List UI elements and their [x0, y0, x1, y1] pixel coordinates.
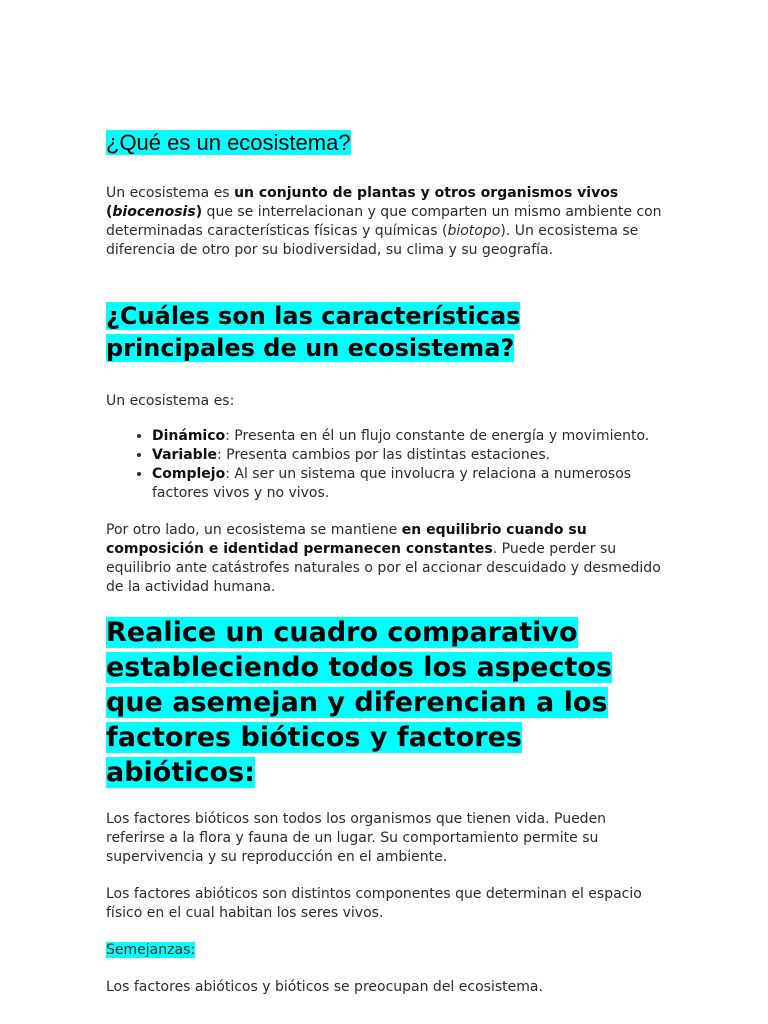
paragraph-intro-caracteristicas: Un ecosistema es:	[106, 393, 235, 409]
paragraph-equilibrio: Por otro lado, un ecosistema se mantiene en equilibrio cuando su composición e identidad permanecen constantes. Puede perder su equilibrio ante catástrofes naturales o por el accionar descuidado y desmedido de la actividad humana.	[106, 522, 661, 595]
heading-que-es-ecosistema: ¿Qué es un ecosistema?	[106, 130, 351, 155]
document-page	[106, 128, 666, 997]
heading-caracteristicas: ¿Cuáles son las características principales de un ecosistema?	[106, 302, 521, 362]
paragraph-factores-bioticos: Los factores bióticos son todos los organismos que tienen vida. Pueden referirse a la flora y fauna de un lugar. Su comportamiento permite su supervivencia y su reproducción en el ambiente.	[106, 811, 607, 865]
paragraph-semejanzas: Los factores abióticos y bióticos se preocupan del ecosistema.	[106, 979, 543, 995]
list-item: • Complejo: Al ser un sistema que involucra y relaciona a numerosos factores vivos y no vivos.	[152, 465, 666, 503]
list-item: • Variable: Presenta cambios por las distintas estaciones.	[152, 446, 666, 465]
paragraph-factores-abioticos: Los factores abióticos son distintos componentes que determinan el espacio físico en el cual habitan los seres vivos.	[106, 886, 642, 921]
list-caracteristicas	[106, 427, 666, 503]
paragraph-definicion: Un ecosistema es un conjunto de plantas y otros organismos vivos (biocenosis) que se interrelacionan y que comparten un mismo ambiente con determinadas características físicas y químicas (biotopo). Un ecosistema se diferencia de otro por su biodiversidad, su clima y su geografía.	[106, 185, 662, 258]
list-item: • Dinámico: Presenta en él un flujo constante de energía y movimiento.	[152, 427, 666, 446]
heading-cuadro-comparativo: Realice un cuadro comparativo estableciendo todos los aspectos que asemejan y diferencian a los factores bióticos y factores abióticos:	[106, 617, 613, 788]
label-semejanzas: Semejanzas:	[106, 942, 196, 958]
